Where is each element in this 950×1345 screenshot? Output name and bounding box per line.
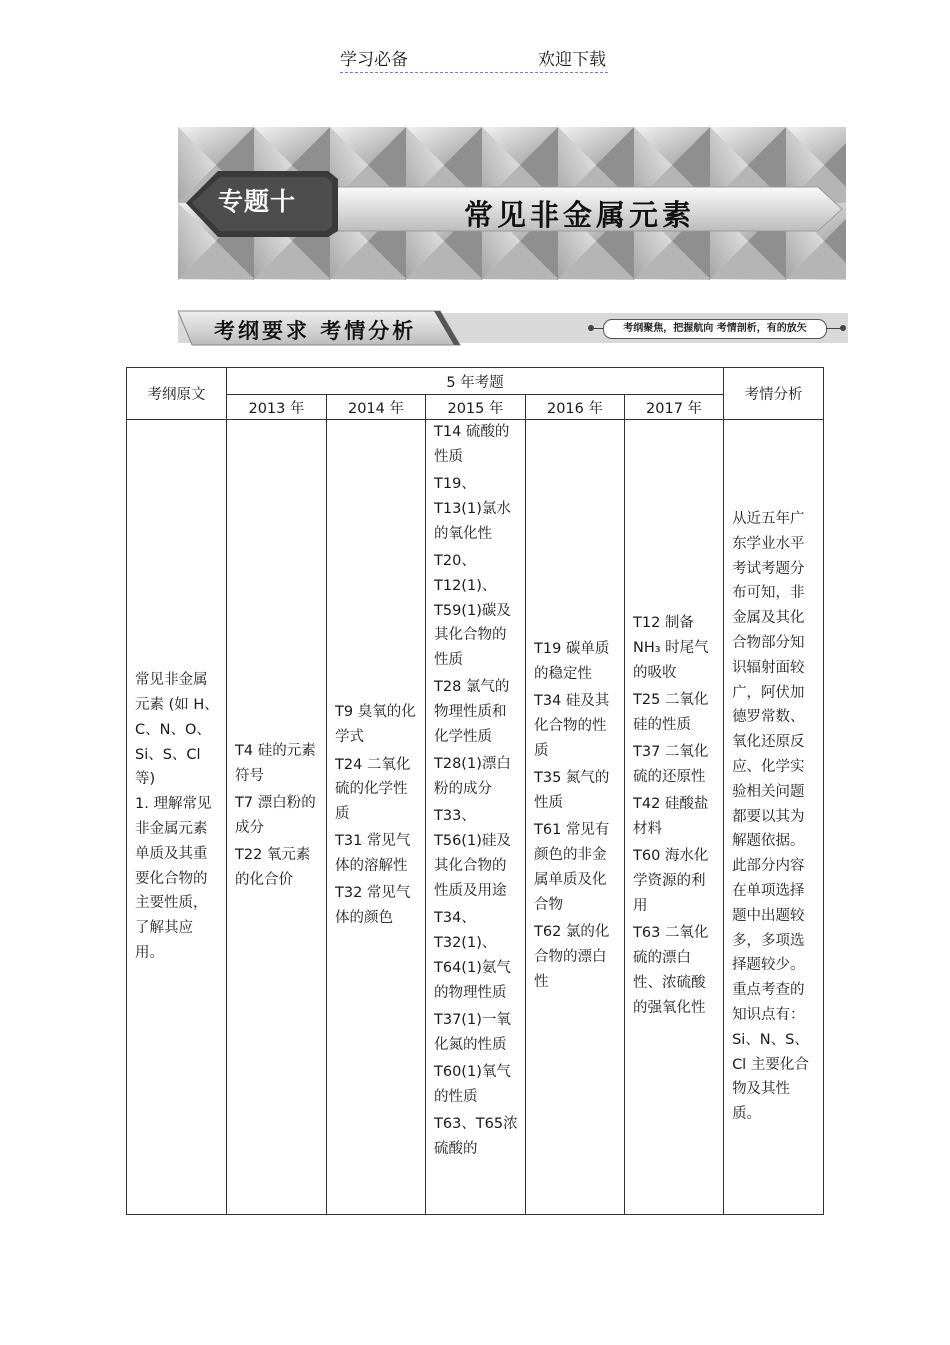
analysis-text: 从近五年广东学业水平考试考题分布可知，非金属及其化合物部分知识辐射面较广，阿伏加德罗常数、氧化还原反应、化学实验相关问题都要以其为解题依据。此部分内容在单项选择题中出题较多，多项选择题较少。重点考查的知识点有：Si、N、S、Cl 主要化合物及其性质。 — [732, 511, 809, 1123]
list-item: T14 硫酸的性质 — [434, 424, 510, 465]
list-2017 — [625, 611, 723, 1020]
cell-2017 — [625, 420, 724, 1215]
list-item: T19 碳单质的稳定性 — [534, 641, 610, 682]
list-item: T28(1)漂白粉的成分 — [434, 756, 511, 798]
topic-number: 专题十 — [218, 187, 297, 216]
list-item: T34、T32(1)、T64(1)氨气的物理性质 — [434, 910, 511, 1001]
list-item: T34 硅及其化合物的性质 — [534, 693, 610, 759]
list-item: T61 常见有颜色的非金属单质及化合物 — [534, 822, 610, 913]
cell-2016 — [526, 420, 625, 1215]
header-original: 考纲原文 — [127, 368, 227, 420]
header-five-years: 5 年考题 — [227, 368, 724, 395]
list-item: T37 二氧化硫的还原性 — [633, 744, 709, 785]
list-item: T60 海水化学资源的利用 — [633, 848, 709, 914]
page-header — [340, 48, 608, 73]
strip-dot-right — [840, 325, 846, 331]
list-item: T25 二氧化硅的性质 — [633, 692, 709, 733]
cell-2014 — [327, 420, 426, 1215]
list-item: T63 二氧化硫的漂白性、浓硫酸的强氧化性 — [633, 925, 709, 1016]
section-header — [178, 309, 848, 349]
header-year: 2015 年 — [426, 395, 526, 420]
header-year: 2013 年 — [227, 395, 327, 420]
header-analysis: 考情分析 — [724, 368, 824, 420]
list-item: T32 常见气体的颜色 — [335, 885, 411, 927]
section-title: 考纲要求 考情分析 — [214, 318, 417, 343]
list-2016 — [526, 637, 624, 994]
header-year: 2017 年 — [625, 395, 724, 420]
cell-original — [127, 420, 227, 1215]
section-note: 考纲聚焦，把握航向 考情剖析，有的放矢 — [603, 319, 827, 339]
list-item: T37(1)一氧化氮的性质 — [434, 1011, 511, 1053]
list-item: T4 硅的元素符号 — [235, 742, 316, 784]
exam-analysis-table — [126, 367, 824, 1215]
list-item: T12 制备 NH₃ 时尾气的吸收 — [633, 615, 709, 681]
list-item: T7 漂白粉的成分 — [235, 794, 316, 836]
list-item: T24 二氧化硫的化学性质 — [335, 756, 411, 823]
topic-title: 常见非金属元素 — [464, 198, 696, 232]
cell-2015 — [426, 420, 526, 1215]
list-2015 — [426, 420, 525, 1162]
list-item: T60(1)氧气的性质 — [434, 1063, 511, 1105]
list-2014 — [327, 700, 425, 931]
list-item: T31 常见气体的溶解性 — [335, 833, 411, 875]
list-item: T9 臭氧的化学式 — [335, 704, 416, 746]
list-item: T63、T65浓硫酸的 — [434, 1116, 518, 1157]
list-item: T33、T56(1)硅及其化合物的性质及用途 — [434, 808, 511, 899]
list-item: T42 硅酸盐材料 — [633, 796, 709, 837]
list-item: T28 氯气的物理性质和化学性质 — [434, 679, 510, 746]
cell-analysis — [724, 420, 824, 1215]
header-right-text: 欢迎下载 — [538, 50, 606, 70]
list-item: T62 氯的化合物的漂白性 — [534, 923, 610, 990]
cell-2013 — [227, 420, 327, 1215]
header-year: 2016 年 — [526, 395, 625, 420]
original-text: 常见非金属元素 (如 H、C、N、O、Si、S、Cl 等) 1. 理解常见非金属元素单质及其重要化合物的主要性质，了解其应用。 — [135, 672, 219, 961]
list-2013 — [227, 739, 326, 893]
header-left-text: 学习必备 — [340, 50, 408, 70]
list-item: T19、T13(1)氯水的氧化性 — [434, 476, 511, 542]
topic-banner — [178, 127, 846, 280]
list-item: T20、T12(1)、T59(1)碳及其化合物的性质 — [434, 552, 511, 669]
list-item: T35 氮气的性质 — [534, 770, 610, 811]
header-year: 2014 年 — [327, 395, 426, 420]
list-item: T22 氧元素的化合价 — [235, 847, 311, 888]
